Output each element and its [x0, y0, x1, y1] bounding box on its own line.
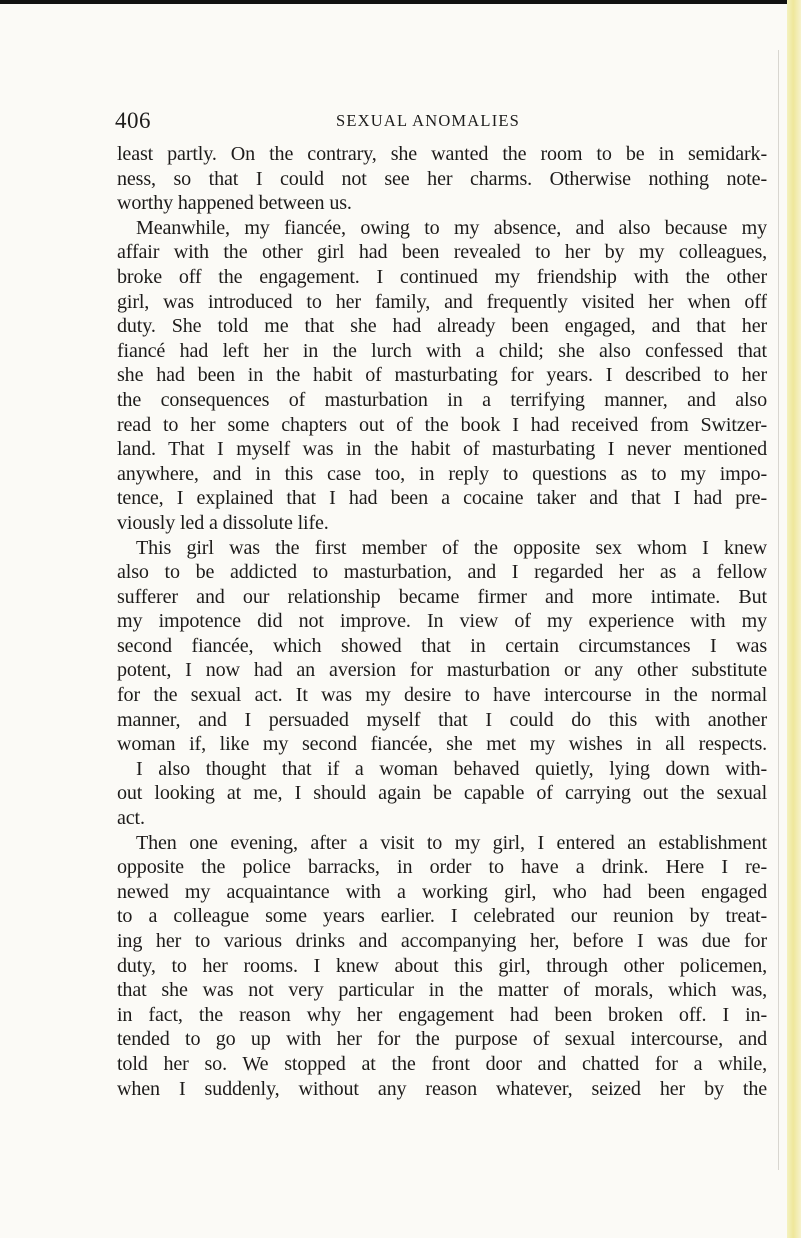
page-number: 406 [115, 108, 151, 133]
text-line: This girl was the first member of the opposite sex whom I knew [136, 536, 767, 559]
text-line: when I suddenly, without any reason whatever, seized her by the [117, 1077, 767, 1100]
top-scan-border [0, 0, 801, 4]
text-line: Then one evening, after a visit to my girl, I entered an establishment [136, 831, 767, 854]
text-line: worthy happened between us. [117, 192, 352, 215]
text-line: woman if, like my second fiancée, she met my wishes in all respects. [117, 733, 767, 756]
text-line: viously led a dissolute life. [117, 511, 329, 534]
text-line: my impotence did not improve. In view of my experience with my [117, 610, 767, 633]
text-line: duty. She told me that she had already been engaged, and that her [117, 315, 767, 338]
text-line: fiancé had left her in the lurch with a child; she also confessed that [117, 339, 767, 362]
text-line: the consequences of masturbation in a terrifying manner, and also [117, 388, 767, 411]
text-line: that she was not very particular in the matter of morals, which was, [117, 979, 767, 1002]
text-line: read to her some chapters out of the book I had received from Switzer- [117, 413, 767, 436]
text-line: out looking at me, I should again be capable of carrying out the sexual [117, 782, 767, 805]
text-line: Meanwhile, my fiancée, owing to my absence, and also because my [136, 216, 767, 239]
text-line: broke off the engagement. I continued my friendship with the other [117, 265, 767, 288]
text-line: affair with the other girl had been revealed to her by my colleagues, [117, 241, 767, 264]
text-line: least partly. On the contrary, she wanted the room to be in semidark- [117, 143, 767, 165]
text-line: told her so. We stopped at the front door and chatted for a while, [117, 1052, 767, 1075]
text-line: second fiancée, which showed that in certain circumstances I was [117, 634, 767, 657]
text-line: in fact, the reason why her engagement had been broken off. I in- [117, 1003, 767, 1026]
page-edge-line [778, 50, 779, 1170]
text-line: opposite the police barracks, in order to have a drink. Here I re- [117, 856, 767, 879]
text-line: also to be addicted to masturbation, and I regarded her as a fellow [117, 561, 767, 584]
text-line: girl, was introduced to her family, and frequently visited her when off [117, 290, 767, 313]
page-edge-shadow [787, 0, 801, 1238]
running-head: SEXUAL ANOMALIES [336, 111, 521, 130]
text-line: to a colleague some years earlier. I celebrated our reunion by treat- [117, 905, 767, 928]
text-line: land. That I myself was in the habit of masturbating I never mentioned [117, 438, 767, 461]
text-line: she had been in the habit of masturbating for years. I described to her [117, 364, 767, 387]
text-line: tended to go up with her for the purpose of sexual intercourse, and [117, 1028, 767, 1051]
body-text [117, 142, 767, 1101]
text-line: ing her to various drinks and accompanying her, before I was due for [117, 930, 767, 952]
text-line: act. [117, 807, 145, 830]
text-line: ness, so that I could not see her charms. Otherwise nothing note- [117, 167, 767, 190]
text-line: anywhere, and in this case too, in reply to questions as to my impo- [117, 462, 767, 485]
text-line: manner, and I persuaded myself that I could do this with another [117, 708, 767, 731]
text-line: potent, I now had an aversion for masturbation or any other substitute [117, 659, 767, 682]
text-line: I also thought that if a woman behaved quietly, lying down with- [136, 757, 767, 780]
text-line: sufferer and our relationship became firmer and more intimate. But [117, 585, 767, 608]
text-line: tence, I explained that I had been a cocaine taker and that I had pre- [117, 487, 767, 510]
page-header [115, 104, 765, 134]
text-line: for the sexual act. It was my desire to have intercourse in the normal [117, 684, 767, 707]
text-line: newed my acquaintance with a working girl, who had been engaged [117, 880, 767, 903]
text-line: duty, to her rooms. I knew about this girl, through other policemen, [117, 954, 767, 977]
